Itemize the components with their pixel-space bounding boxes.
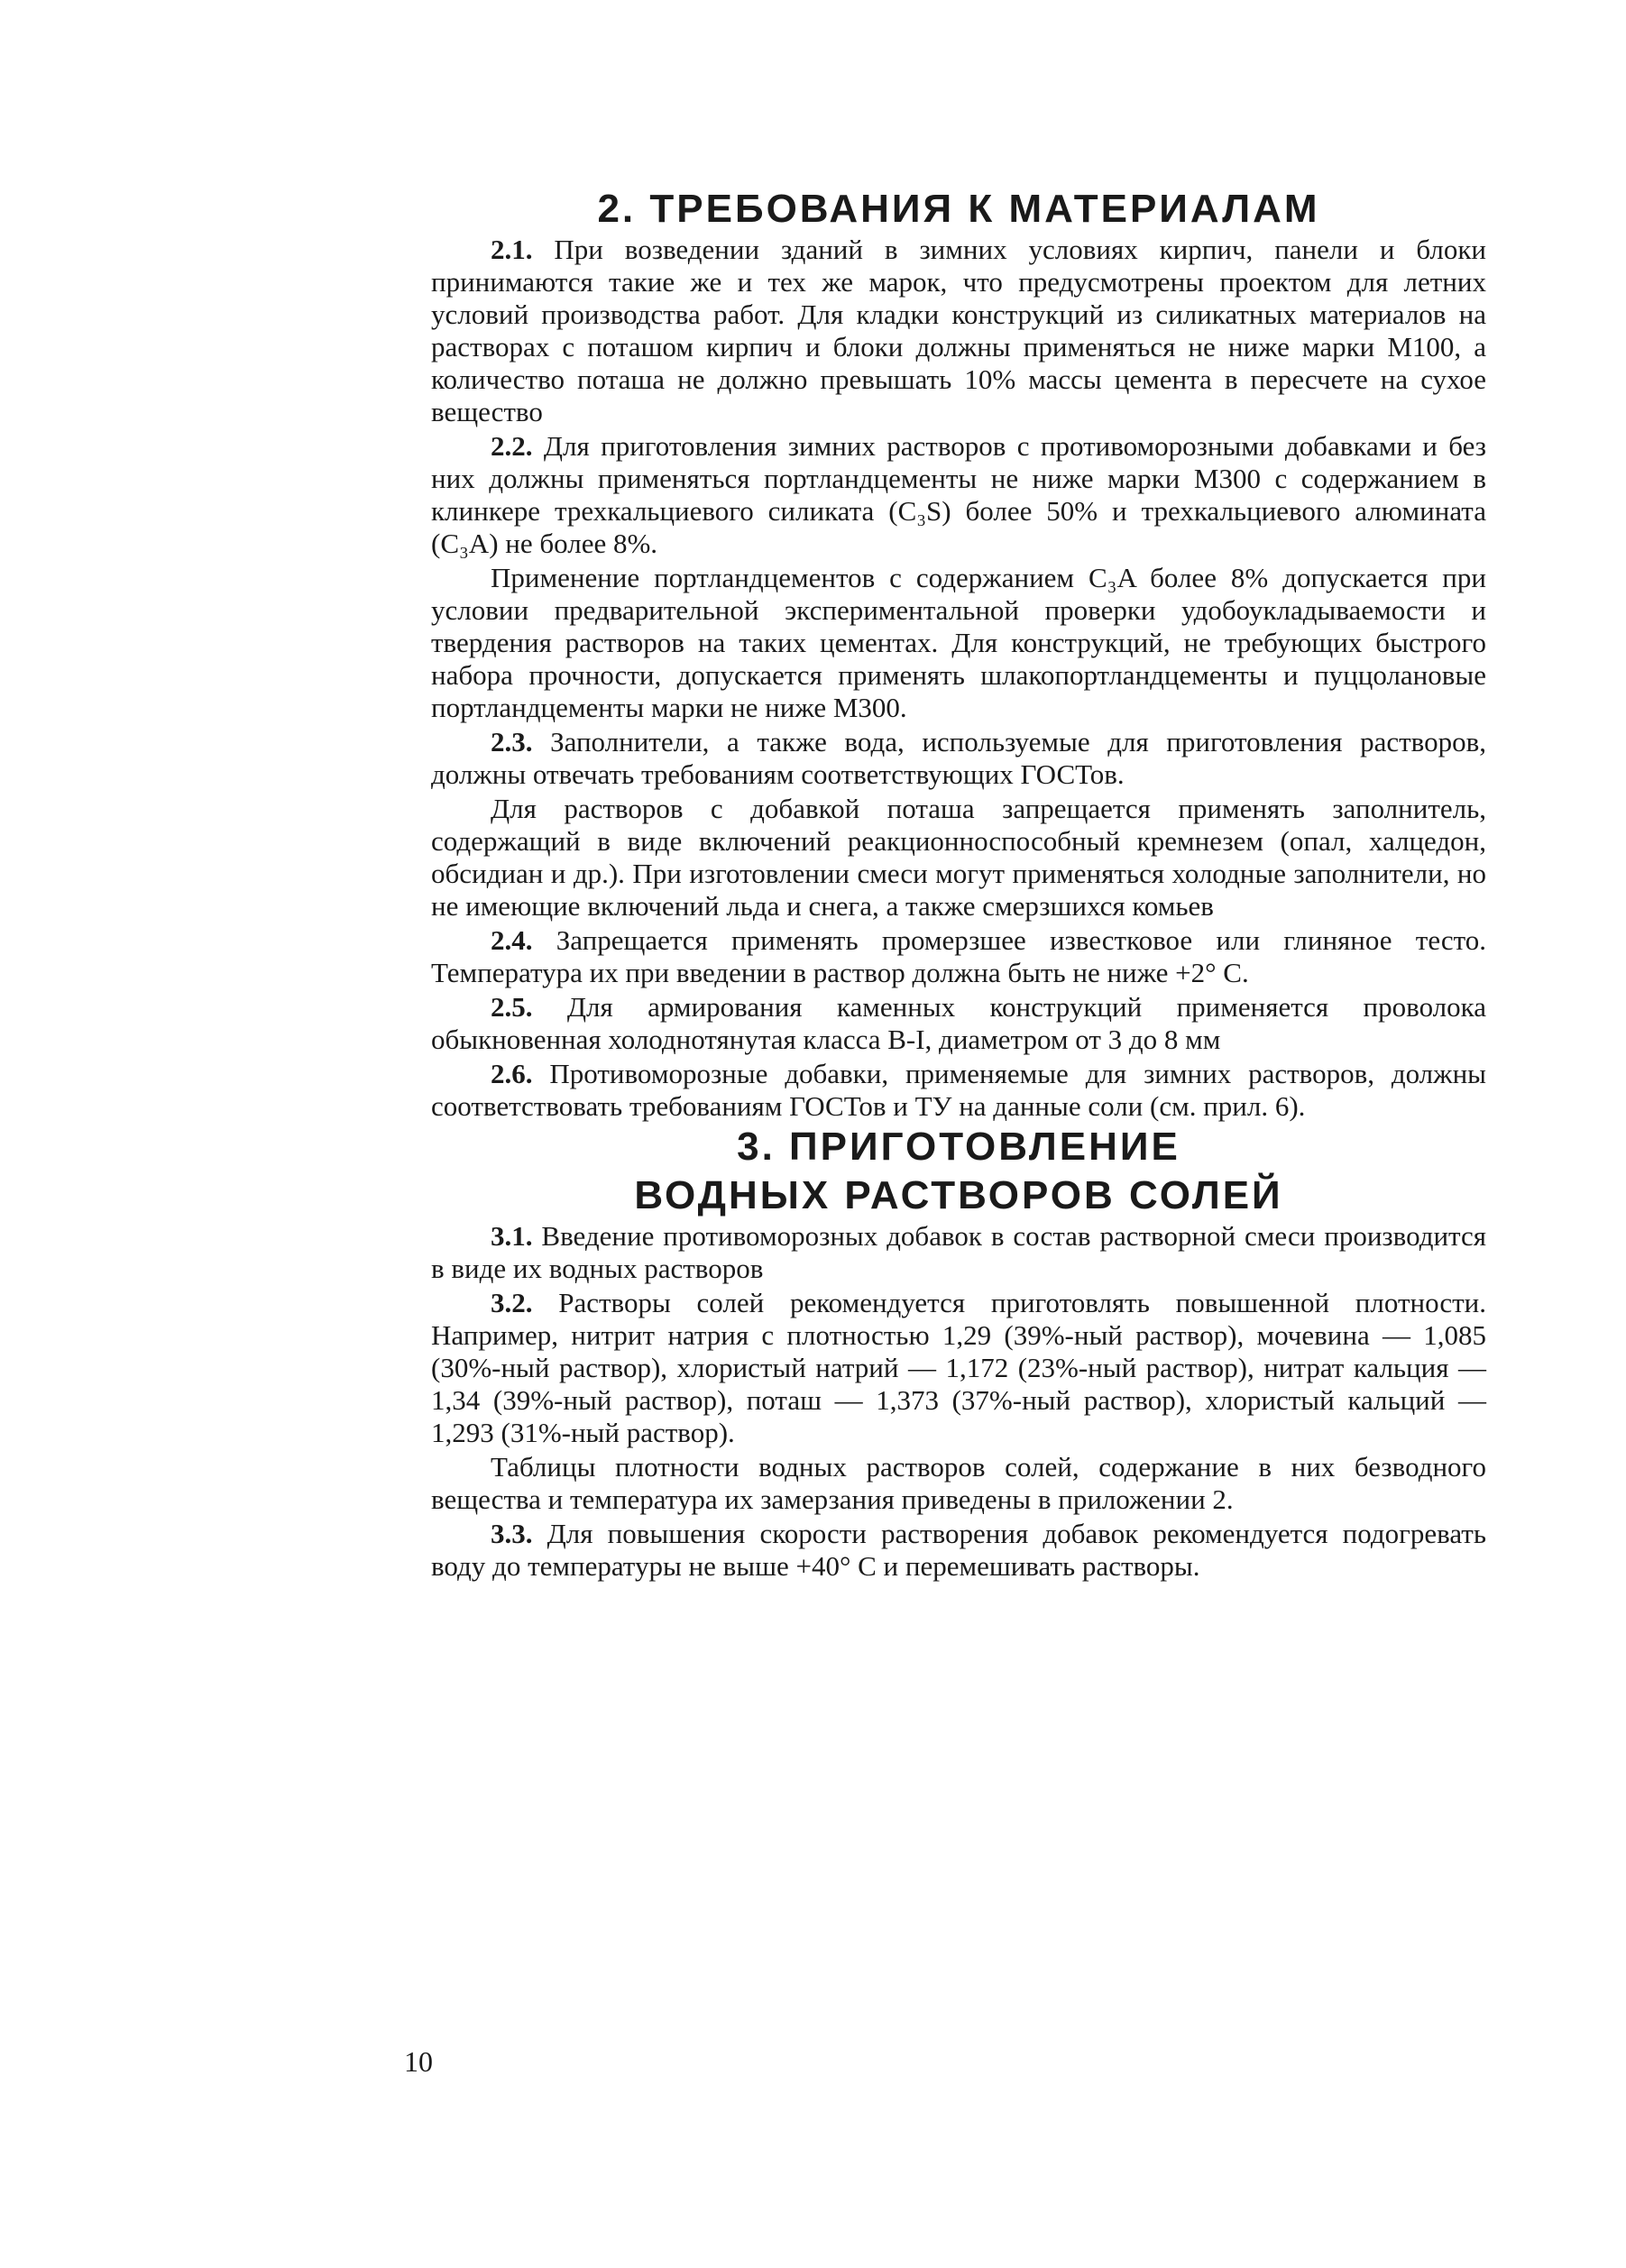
paragraph-text: При возведении зданий в зимних условиях кирпич, панели и блоки принимаются такие же и тех же марок, что предусмотрены проектом для летних условий производства работ. Для кладки конструкций из силикатных материалов на растворах с поташом кирпич и блоки должны применяться не ниже марки М100, а количество поташа не должно превышать 10% массы цемента в пересчете на сухое вещество [431, 234, 1486, 427]
paragraph-2-2-cont [431, 562, 1486, 724]
paragraph-number: 2.2. [491, 430, 533, 462]
paragraph-number: 2.1. [491, 234, 533, 265]
section-3-title-line1: 3. ПРИГОТОВЛЕНИЕ [737, 1125, 1180, 1169]
section-2-title: 2. ТРЕБОВАНИЯ К МАТЕРИАЛАМ [597, 187, 1320, 231]
paragraph-2-3 [431, 726, 1486, 791]
paragraph-number: 2.4. [491, 924, 533, 956]
paragraph-3-2-cont [431, 1451, 1486, 1516]
section-3-title-line2: ВОДНЫХ РАСТВОРОВ СОЛЕЙ [634, 1173, 1283, 1217]
paragraph-2-3-cont [431, 793, 1486, 923]
paragraph-3-1 [431, 1220, 1486, 1285]
paragraph-text: Введение противоморозных добавок в состав растворной смеси производится в виде их водных растворов [431, 1220, 1486, 1284]
section-3-title [431, 1123, 1486, 1220]
paragraph-2-1 [431, 234, 1486, 428]
document-page [431, 185, 1486, 1583]
paragraph-2-5 [431, 991, 1486, 1056]
paragraph-text: Для растворов с добавкой поташа запрещается применять заполнитель, содержащий в виде включений реакционноспособный кремнезем (опал, халцедон, обсидиан и др.). При изготовлении смеси могут применяться холодные заполнители, но не имеющие включений льда и снега, а также смерзшихся комьев [431, 793, 1486, 922]
paragraph-2-2 [431, 430, 1486, 560]
paragraph-2-6 [431, 1058, 1486, 1123]
paragraph-text: Противоморозные добавки, применяемые для зимних растворов, должны соответствовать требованиям ГОСТов и ТУ на данные соли (см. прил. 6). [431, 1058, 1486, 1122]
paragraph-text: Запрещается применять промерзшее известковое или глиняное тесто. Температура их при введении в раствор должна быть не ниже +2° С. [431, 924, 1486, 988]
paragraph-text: Для армирования каменных конструкций применяется проволока обыкновенная холоднотянутая класса В-I, диаметром от 3 до 8 мм [431, 991, 1486, 1055]
paragraph-number: 3.1. [491, 1220, 533, 1252]
paragraph-text: Применение портландцементов с содержанием C₃A более 8% допускается при условии предварительной экспериментальной проверки удобоукладываемости и твердения растворов на таких цементах. Для конструкций, не требующих быстрого набора прочности, допускается применять шлакопортландцементы и пуццолановые портландцементы марки не ниже М300. [431, 562, 1486, 723]
section-3-body [431, 1220, 1486, 1583]
paragraph-text: Заполнители, а также вода, используемые для приготовления растворов, должны отвечать требованиям соответствующих ГОСТов. [431, 726, 1486, 790]
paragraph-number: 3.2. [491, 1287, 533, 1318]
paragraph-2-4 [431, 924, 1486, 989]
section-2-body [431, 234, 1486, 1123]
paragraph-number: 2.3. [491, 726, 533, 758]
paragraph-3-2 [431, 1287, 1486, 1449]
paragraph-text: Для повышения скорости растворения добавок рекомендуется подогревать воду до температуры не выше +40° С и перемешивать растворы. [431, 1518, 1486, 1582]
paragraph-3-3 [431, 1518, 1486, 1583]
page-number: 10 [404, 2045, 433, 2078]
paragraph-number: 2.5. [491, 991, 533, 1023]
paragraph-text: Растворы солей рекомендуется приготовлять повышенной плотности. Например, нитрит натрия с плотностью 1,29 (39%-ный раствор), мочевина — 1,085 (30%-ный раствор), хлористый натрий — 1,172 (23%-ный раствор), нитрат кальция — 1,34 (39%-ный раствор), поташ — 1,373 (37%-ный раствор), хлористый кальций — 1,293 (31%-ный раствор). [431, 1287, 1486, 1448]
paragraph-text: Для приготовления зимних растворов с противоморозными добавками и без них должны применяться портландцементы не ниже марки М300 с содержанием в клинкере трехкальциевого силиката (C₃S) более 50% и трехкальциевого алюмината (C₃A) не более 8%. [431, 430, 1486, 559]
paragraph-number: 3.3. [491, 1518, 533, 1549]
paragraph-number: 2.6. [491, 1058, 533, 1089]
paragraph-text: Таблицы плотности водных растворов солей, содержание в них безводного вещества и температура их замерзания приведены в приложении 2. [431, 1451, 1486, 1515]
